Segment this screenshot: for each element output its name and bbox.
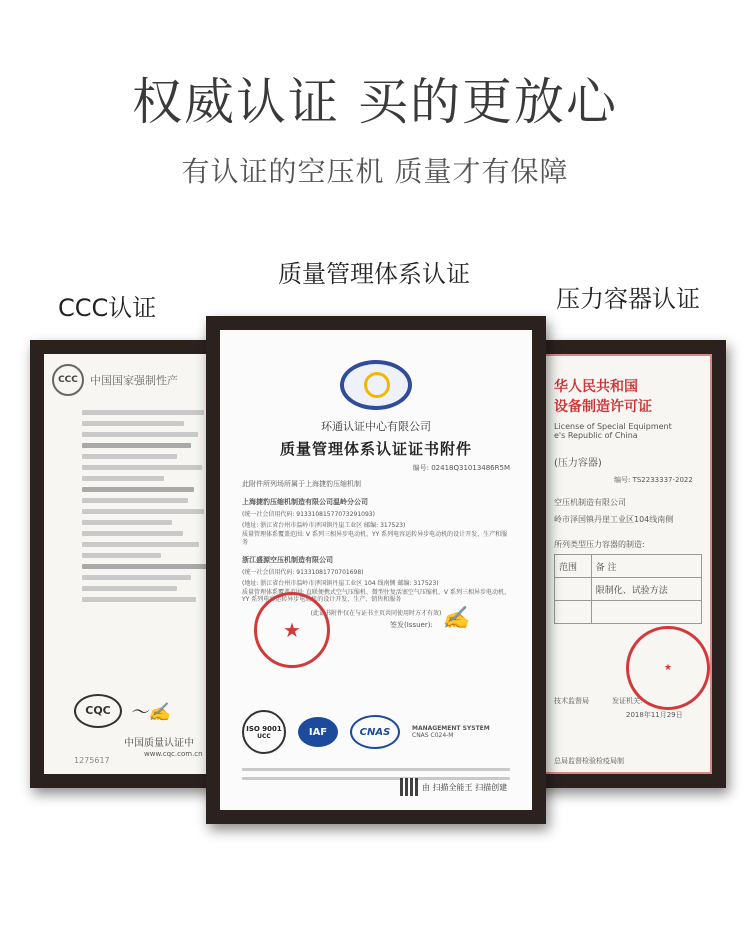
cqc-logo-icon: CQC <box>74 694 122 728</box>
pressure-issuer: 技术监督局 <box>554 697 589 705</box>
cnas-logo-icon: CNAS <box>350 715 400 749</box>
quality-mgmt: MANAGEMENT SYSTEM <box>412 725 490 732</box>
quality-cnas-sub: CNAS C024-M <box>412 732 454 739</box>
quality-scope1: 质量管理体系覆盖范围: V 系列三相异步电动机、YY 系列电容运转异步电动机的设计开发、生产和服务 <box>242 531 508 546</box>
pressure-type: (压力容器) <box>554 458 602 469</box>
ccc-logo-icon: CCC <box>52 364 84 396</box>
quality-stamp: ★ <box>254 592 330 668</box>
quality-scope2: 质量管理体系覆盖范围: 直联便携式空气压缩机、微型往复活塞空气压缩机、V 系列三相异步电动机、YY 系列电容运转异步电动机的设计开发、生产、销售和服务 <box>242 588 510 604</box>
quality-credit1: (统一社会信用代码: 91331081577073291093) <box>242 511 375 518</box>
pressure-footer: 总局监督检验检疫局制 <box>554 757 624 765</box>
page-subtitle: 有认证的空压机 质量才有保障 <box>181 155 569 188</box>
ccc-site: www.cqc.com.cn <box>144 750 203 758</box>
table-cell <box>555 578 592 601</box>
quality-company2: 浙江盛源空压机制造有限公司 <box>242 555 333 564</box>
pressure-table-caption: 所列类型压力容器的制造: <box>554 540 645 549</box>
pressure-certificate-frame <box>530 340 726 788</box>
iso-sub: UCC <box>257 732 271 740</box>
page-title: 权威认证 买的更放心 <box>132 73 618 131</box>
ccc-signature-icon: 〜✍ <box>130 702 171 723</box>
pressure-date-label: 发证机关: <box>612 697 643 705</box>
pressure-en1: License of Special Equipment <box>554 422 672 431</box>
ccc-certificate <box>44 354 226 774</box>
pressure-en2: e's Republic of China <box>554 431 638 440</box>
table-cell <box>555 601 592 624</box>
qr-code-icon <box>400 778 418 796</box>
pressure-country: 华人民共和国 <box>554 379 638 395</box>
iso-label: ISO 9001 <box>246 724 282 733</box>
quality-certificate <box>220 330 532 810</box>
pressure-certificate <box>544 354 712 774</box>
quality-doc-title: 质量管理体系认证证书附件 <box>279 440 472 458</box>
quality-certificate-frame <box>206 316 546 824</box>
ccc-issuer: 中国质量认证中 <box>124 738 194 749</box>
quality-qr-text: 由 扫描全能王 扫描创建 <box>422 782 508 792</box>
table-cell: 备 注 <box>591 555 701 578</box>
iso-9001-logo-icon <box>242 710 286 754</box>
quality-org: 环通认证中心有限公司 <box>321 420 431 433</box>
pressure-date: 2018年11月29日 <box>626 711 683 719</box>
caption-ccc: CCC认证 <box>58 294 157 322</box>
pressure-title: 设备制造许可证 <box>554 399 652 415</box>
pressure-company: 空压机制造有限公司 <box>554 498 626 507</box>
quality-credit2: (统一社会信用代码: 91331081770701698) <box>242 568 364 576</box>
pressure-stamp: ★ <box>626 626 710 710</box>
quality-company1: 上海捷豹压缩机制造有限公司温岭分公司 <box>242 498 368 506</box>
pressure-number: 编号: TS2233337-2022 <box>614 476 693 484</box>
quality-addr2: (地址: 浙江省台州市温岭市泽国镇丹崖工业区 104 线南侧 邮编: 317523) <box>242 579 439 587</box>
quality-note: (此证书附件仅在与证书主页共同使用时方才有效) <box>310 610 442 618</box>
quality-signer-label: 签发(Issuer): <box>390 621 433 629</box>
quality-signature-icon: ✍ <box>442 606 470 631</box>
table-cell <box>591 601 701 624</box>
quality-addr1: (地址: 浙江省台州市温岭市泽国镇丹崖工业区 邮编: 317523) <box>242 522 406 529</box>
caption-quality: 质量管理体系认证 <box>278 260 470 288</box>
quality-intro: 此附件所列场所属于上海捷豹压缩机制 <box>242 480 361 488</box>
iaf-logo-icon: IAF <box>298 717 338 747</box>
table-cell: 限制化、试验方法 <box>591 578 701 601</box>
ccc-header-text: 中国国家强制性产 <box>90 374 178 387</box>
table-cell: 范围 <box>555 555 592 578</box>
pressure-table <box>554 554 702 624</box>
caption-pressure: 压力容器认证 <box>556 285 700 313</box>
pressure-address: 岭市泽国镇丹崖工业区104线南侧 <box>554 515 674 524</box>
certification-center-logo-icon <box>340 360 412 410</box>
quality-cert-no: 编号: 02418Q31013486R5M <box>412 464 510 472</box>
ccc-serial: 1275617 <box>74 756 110 765</box>
